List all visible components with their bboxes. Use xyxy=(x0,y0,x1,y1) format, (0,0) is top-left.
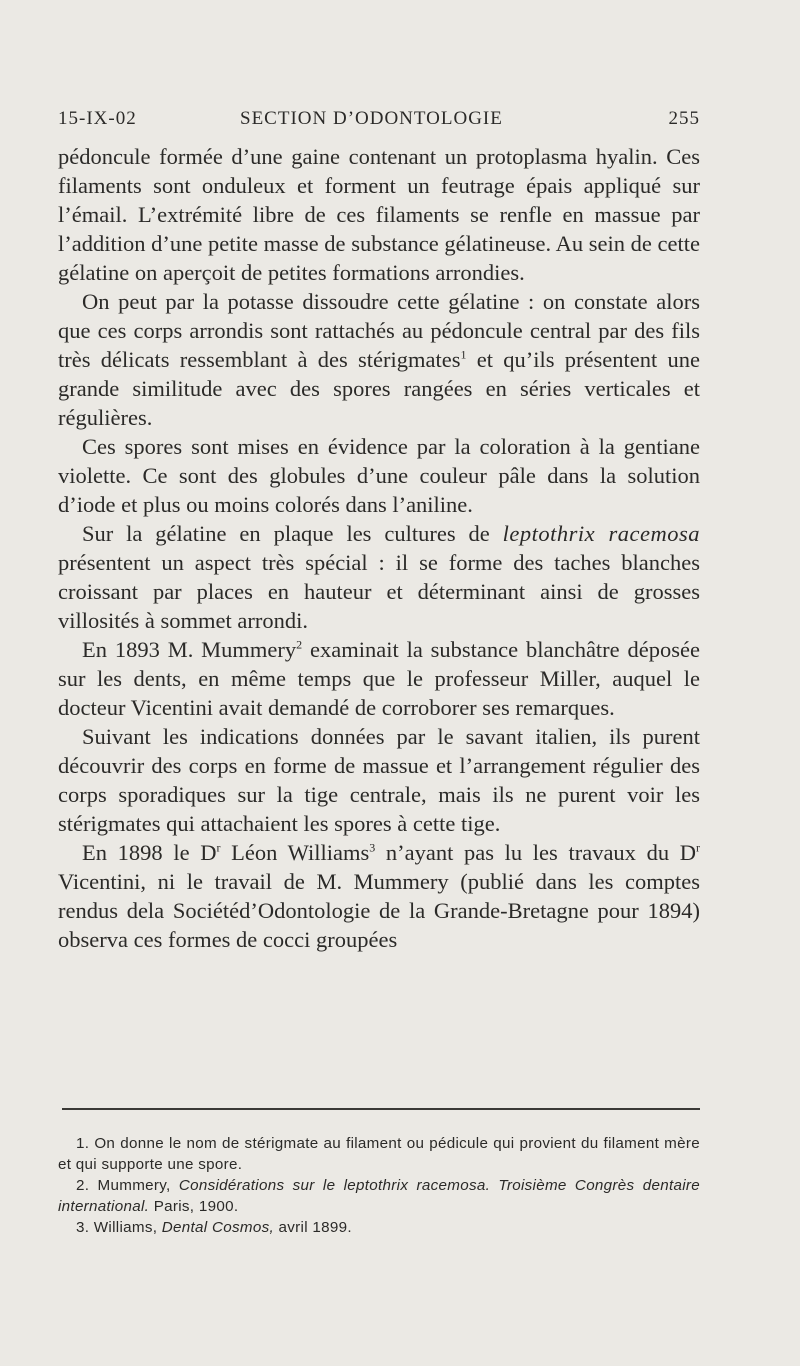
paragraph-3: Ces spores sont mises en évidence par la coloration à la gentiane violette. Ce sont des globules d’une couleur pâle dans la solution d’iode et plus ou moins colorés dans l’aniline. xyxy=(58,434,700,517)
doctor-abbrev-sup-2: r xyxy=(696,840,700,855)
paragraph-7-text-a: En 1898 le D xyxy=(82,840,217,865)
paragraph-4-text-a: Sur la gélatine en plaque les cultures de xyxy=(82,521,503,546)
running-header xyxy=(58,108,700,138)
paragraph-5 xyxy=(58,635,700,722)
footnote-divider xyxy=(62,1108,700,1110)
paragraph-2-text-a: On peut par la potasse dissoudre cette gélatine : on constate alors que ces corps arrondis sont rattachés au pédoncule central par des fils très délicats ressemblant à des stérigmates xyxy=(58,289,700,372)
footnote-3 xyxy=(58,1217,700,1238)
species-name: leptothrix racemosa xyxy=(502,521,700,546)
paragraph-6: Suivant les indications données par le savant italien, ils purent découvrir des corps en forme de massue et l’arrangement régulier des corps sporadiques sur la tige centrale, mais ils ne purent voir les stérigmates qui attachaient les spores à cette tige. xyxy=(58,724,700,836)
footnote-2 xyxy=(58,1175,700,1217)
paragraph-7-text-c: n’ayant pas lu les travaux du D xyxy=(375,840,696,865)
footnote-ref-1: 1 xyxy=(460,347,467,362)
footnote-ref-3: 3 xyxy=(369,840,376,855)
footnote-3-text-b: avril 1899. xyxy=(274,1219,352,1236)
paragraph-7-text-d: Vicentini, ni le travail de M. Mummery (publié dans les comptes rendus dela Sociétéd’Odontologie de la Grande-Bretagne pour 1894) observa ces formes de cocci groupées xyxy=(58,869,700,952)
paragraph-7-text-b: Léon Williams xyxy=(220,840,370,865)
paragraph-1: pédoncule formée d’une gaine contenant un protoplasma hyalin. Ces filaments sont onduleux et forment un feutrage épais appliqué sur l’émail. L’extrémité libre de ces filaments se renfle en massue par l’addition d’une petite masse de substance gélatineuse. Au sein de cette gélatine on aperçoit de petites formations arrondies. xyxy=(58,144,700,285)
footnotes xyxy=(58,1133,700,1238)
paragraph-2 xyxy=(58,287,700,432)
footnote-ref-2: 2 xyxy=(296,637,303,652)
paragraph-5-text-a: En 1893 M. Mummery xyxy=(82,637,297,662)
footnote-2-title: Considérations sur le leptothrix racemosa. Troisième Congrès dentaire international. xyxy=(58,1177,700,1215)
footnote-2-text-b: Paris, 1900. xyxy=(149,1198,239,1215)
header-date: 15-IX-02 xyxy=(58,108,137,129)
header-section-title: SECTION D’ODONTOLOGIE xyxy=(240,108,503,129)
paragraph-5-text-b: examinait la substance blanchâtre déposée sur les dents, en même temps que le professeur Miller, auquel le docteur Vicentini avait demandé de corroborer ses remarques. xyxy=(58,637,700,720)
footnote-3-title: Dental Cosmos, xyxy=(161,1219,274,1236)
body-text xyxy=(58,142,700,954)
page-number: 255 xyxy=(668,108,700,129)
paragraph-4-text-b: présentent un aspect très spécial : il se forme des taches blanches croissant par places en hauteur et déterminant ainsi de grosses villosités à sommet arrondi. xyxy=(58,550,700,633)
paragraph-7 xyxy=(58,838,700,954)
footnote-1: 1. On donne le nom de stérigmate au filament ou pédicule qui provient du filament mère et qui supporte une spore. xyxy=(58,1135,700,1173)
paragraph-2-text-b: et qu’ils présentent une grande similitude avec des spores rangées en séries verticales et régulières. xyxy=(58,347,701,430)
paragraph-4 xyxy=(58,519,700,635)
doctor-abbrev-sup-1: r xyxy=(216,840,221,855)
footnote-3-text-a: 3. Williams, xyxy=(76,1219,162,1236)
footnote-2-text-a: 2. Mummery, xyxy=(76,1177,179,1194)
